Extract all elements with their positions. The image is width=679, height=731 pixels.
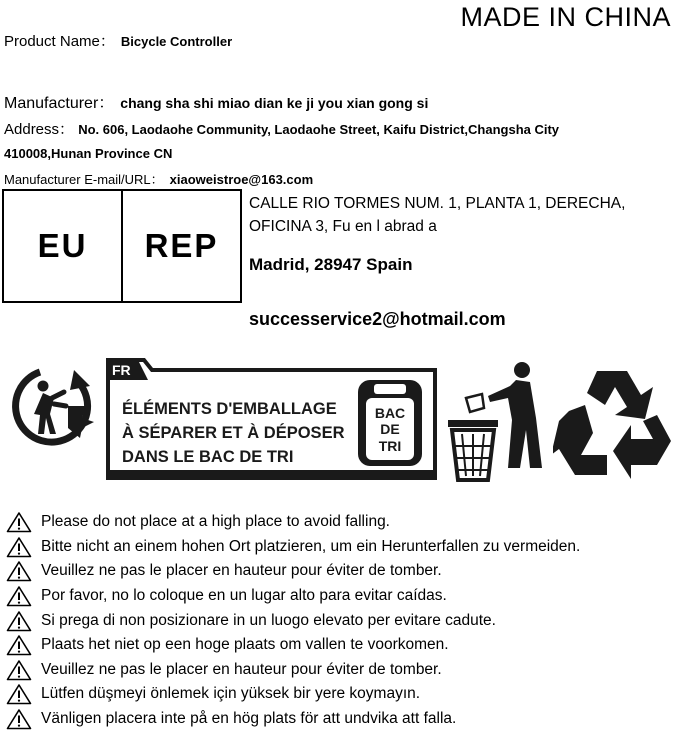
product-name-label: Product Name：	[4, 33, 115, 50]
email-label: Manufacturer E-mail/URL：	[4, 172, 164, 187]
warning-item	[6, 682, 678, 707]
warning-triangle-icon	[6, 536, 32, 558]
warning-item	[6, 658, 678, 683]
eu-rep-address	[249, 192, 669, 238]
warning-triangle-icon	[6, 560, 32, 582]
triman-icon	[10, 362, 100, 446]
warning-text: Veuillez ne pas le placer en hauteur pour éviter de tomber.	[41, 660, 442, 678]
warning-triangle-icon	[6, 708, 32, 730]
warning-list	[6, 510, 678, 731]
warning-triangle-icon	[6, 634, 32, 656]
made-in-china-label: MADE IN CHINA	[460, 2, 671, 32]
warning-text: Lütfen düşmeyi önlemek için yüksek bir yere koymayın.	[41, 685, 421, 703]
warning-item	[6, 584, 678, 609]
tri-line-1: ÉLÉMENTS D'EMBALLAGE	[122, 400, 337, 418]
recycle-icon	[553, 365, 673, 480]
eu-rep-address-line-2: OFICINA 3, Fu en l abrad a	[249, 218, 437, 235]
address-label: Address：	[4, 121, 75, 138]
warning-triangle-icon	[6, 610, 32, 632]
warning-item	[6, 510, 678, 535]
warning-text: Por favor, no lo coloque en un lugar alto para evitar caídas.	[41, 587, 447, 605]
warning-text: Si prega di non posizionare in un luogo elevato per evitare cadute.	[41, 611, 496, 629]
eu-rep-email: successervice2@hotmail.com	[249, 309, 506, 329]
tri-line-2: À SÉPARER ET À DÉPOSER	[122, 424, 345, 442]
eu-rep-city: Madrid, 28947 Spain	[249, 255, 413, 274]
manufacturer-label: Manufacturer：	[4, 95, 115, 112]
tri-country-code: FR	[112, 362, 131, 378]
email-value: xiaoweistroe@163.com	[169, 172, 314, 187]
eu-rep-badge	[2, 189, 242, 303]
bin-line-3: TRI	[378, 438, 402, 454]
eu-rep-badge-left: EU	[37, 227, 88, 264]
manufacturer-email-row	[4, 169, 313, 188]
warning-text: Vänligen placera inte på en hög plats för att undvika att falla.	[41, 710, 457, 728]
address-line-2: 410008,Hunan Province CN	[4, 146, 173, 161]
warning-text: Veuillez ne pas le placer en hauteur pour éviter de tomber.	[41, 562, 442, 580]
bac-de-tri-bin-icon	[358, 380, 422, 466]
warning-text: Plaats het niet op een hoge plaats om vallen te voorkomen.	[41, 636, 449, 654]
tri-line-3: DANS LE BAC DE TRI	[122, 448, 294, 466]
address-block	[4, 118, 674, 166]
warning-triangle-icon	[6, 585, 32, 607]
warning-item	[6, 535, 678, 560]
bin-line-1: BAC	[374, 405, 406, 421]
warning-triangle-icon	[6, 683, 32, 705]
warning-text: Please do not place at a high place to avoid falling.	[41, 513, 390, 531]
warning-item	[6, 707, 678, 731]
eu-rep-address-line-1: CALLE RIO TORMES NUM. 1, PLANTA 1, DERECHA,	[249, 195, 626, 212]
eu-rep-badge-right: REP	[121, 191, 240, 301]
product-name-row	[4, 30, 232, 51]
warning-triangle-icon	[6, 511, 32, 533]
warning-item	[6, 559, 678, 584]
product-name-value: Bicycle Controller	[120, 34, 233, 49]
address-line-1: No. 606, Laodaohe Community, Laodaohe Street, Kaifu District,Changsha City	[78, 122, 560, 137]
manufacturer-row	[4, 90, 428, 113]
warning-triangle-icon	[6, 659, 32, 681]
tri-info-panel	[104, 358, 439, 482]
warning-item	[6, 633, 678, 658]
bin-line-2: DE	[380, 421, 400, 437]
manufacturer-value: chang sha shi miao dian ke ji you xian gong si	[120, 95, 429, 111]
warning-text: Bitte nicht an einem hohen Ort platzieren, um ein Herunterfallen zu vermeiden.	[41, 537, 581, 555]
tidyman-bin-icon	[446, 358, 546, 482]
warning-item	[6, 608, 678, 633]
